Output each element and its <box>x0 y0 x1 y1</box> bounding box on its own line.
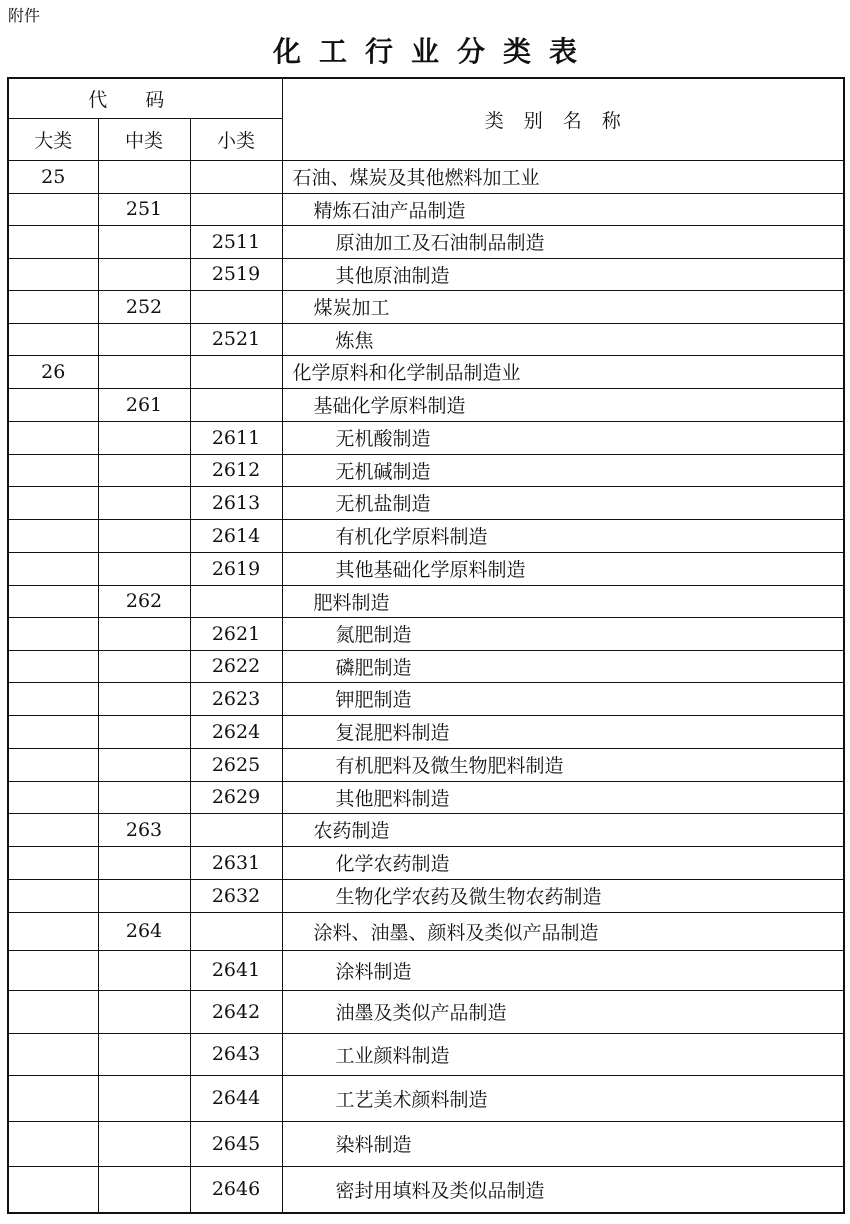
header-middle: 中类 <box>98 118 190 160</box>
table-row <box>8 813 844 846</box>
cell-category-name: 染料制造 <box>282 1121 844 1166</box>
table-row <box>8 1033 844 1075</box>
table-row <box>8 682 844 715</box>
table-row <box>8 519 844 552</box>
cell-minor-code: 2624 <box>190 715 282 748</box>
cell-middle-code <box>98 421 190 454</box>
cell-middle-code <box>98 1121 190 1166</box>
cell-major-code <box>8 585 98 617</box>
cell-major-code <box>8 1033 98 1075</box>
cell-major-code <box>8 193 98 225</box>
table-row <box>8 552 844 585</box>
cell-middle-code: 262 <box>98 585 190 617</box>
cell-middle-code: 263 <box>98 813 190 846</box>
page-title: 化工行业分类表 <box>272 35 595 68</box>
cell-category-name: 钾肥制造 <box>282 682 844 715</box>
cell-minor-code: 2632 <box>190 879 282 912</box>
cell-major-code <box>8 421 98 454</box>
cell-minor-code: 2521 <box>190 323 282 355</box>
table-row <box>8 160 844 193</box>
cell-middle-code <box>98 781 190 813</box>
cell-major-code <box>8 323 98 355</box>
cell-category-name: 基础化学原料制造 <box>282 388 844 421</box>
cell-category-name: 原油加工及石油制品制造 <box>282 225 844 258</box>
cell-minor-code: 2619 <box>190 552 282 585</box>
table-row <box>8 1075 844 1121</box>
cell-middle-code <box>98 950 190 990</box>
cell-major-code <box>8 715 98 748</box>
cell-major-code <box>8 682 98 715</box>
cell-category-name: 肥料制造 <box>282 585 844 617</box>
cell-category-name: 密封用填料及类似品制造 <box>282 1166 844 1213</box>
cell-category-name: 涂料制造 <box>282 950 844 990</box>
cell-major-code <box>8 1075 98 1121</box>
cell-category-name: 磷肥制造 <box>282 650 844 682</box>
cell-middle-code: 251 <box>98 193 190 225</box>
header-category-name: 类别名称 <box>282 78 844 160</box>
cell-minor-code: 2621 <box>190 617 282 650</box>
table-row <box>8 355 844 388</box>
cell-minor-code: 2613 <box>190 486 282 519</box>
cell-minor-code: 2642 <box>190 990 282 1033</box>
table-row <box>8 323 844 355</box>
cell-major-code <box>8 813 98 846</box>
table-row <box>8 585 844 617</box>
cell-middle-code <box>98 486 190 519</box>
cell-category-name: 复混肥料制造 <box>282 715 844 748</box>
cell-major-code <box>8 879 98 912</box>
cell-minor-code <box>190 388 282 421</box>
cell-middle-code <box>98 160 190 193</box>
table-row <box>8 225 844 258</box>
table-row <box>8 290 844 323</box>
cell-major-code: 25 <box>8 160 98 193</box>
cell-category-name: 其他基础化学原料制造 <box>282 552 844 585</box>
table-row <box>8 258 844 290</box>
cell-minor-code: 2612 <box>190 454 282 486</box>
cell-major-code <box>8 258 98 290</box>
cell-minor-code: 2611 <box>190 421 282 454</box>
cell-middle-code: 264 <box>98 912 190 950</box>
cell-major-code <box>8 748 98 781</box>
cell-major-code <box>8 912 98 950</box>
cell-middle-code <box>98 1033 190 1075</box>
cell-category-name: 氮肥制造 <box>282 617 844 650</box>
cell-minor-code: 2623 <box>190 682 282 715</box>
cell-middle-code <box>98 323 190 355</box>
cell-major-code <box>8 454 98 486</box>
cell-minor-code <box>190 813 282 846</box>
classification-table <box>7 77 845 1214</box>
cell-minor-code: 2622 <box>190 650 282 682</box>
cell-middle-code <box>98 225 190 258</box>
cell-minor-code: 2631 <box>190 846 282 879</box>
cell-major-code <box>8 846 98 879</box>
cell-minor-code: 2644 <box>190 1075 282 1121</box>
cell-category-name: 精炼石油产品制造 <box>282 193 844 225</box>
table-row <box>8 1166 844 1213</box>
cell-category-name: 其他肥料制造 <box>282 781 844 813</box>
cell-middle-code <box>98 990 190 1033</box>
cell-category-name: 其他原油制造 <box>282 258 844 290</box>
cell-major-code <box>8 388 98 421</box>
cell-middle-code <box>98 454 190 486</box>
table-row <box>8 193 844 225</box>
cell-major-code <box>8 519 98 552</box>
cell-middle-code <box>98 355 190 388</box>
cell-minor-code <box>190 160 282 193</box>
table-row <box>8 748 844 781</box>
cell-minor-code: 2641 <box>190 950 282 990</box>
cell-major-code: 26 <box>8 355 98 388</box>
cell-category-name: 煤炭加工 <box>282 290 844 323</box>
cell-middle-code <box>98 1166 190 1213</box>
table-row <box>8 650 844 682</box>
cell-category-name: 有机化学原料制造 <box>282 519 844 552</box>
cell-major-code <box>8 617 98 650</box>
table-row <box>8 454 844 486</box>
cell-minor-code: 2643 <box>190 1033 282 1075</box>
table-row <box>8 617 844 650</box>
header-minor: 小类 <box>190 118 282 160</box>
cell-middle-code <box>98 682 190 715</box>
cell-category-name: 生物化学农药及微生物农药制造 <box>282 879 844 912</box>
table-row <box>8 421 844 454</box>
cell-minor-code: 2625 <box>190 748 282 781</box>
table-row <box>8 1121 844 1166</box>
cell-major-code <box>8 650 98 682</box>
cell-category-name: 化学原料和化学制品制造业 <box>282 355 844 388</box>
header-major: 大类 <box>8 118 98 160</box>
cell-minor-code: 2519 <box>190 258 282 290</box>
header-code-group: 代码 <box>8 78 282 118</box>
cell-minor-code: 2645 <box>190 1121 282 1166</box>
cell-major-code <box>8 290 98 323</box>
cell-major-code <box>8 1166 98 1213</box>
cell-middle-code <box>98 519 190 552</box>
cell-category-name: 无机盐制造 <box>282 486 844 519</box>
table-row <box>8 388 844 421</box>
cell-minor-code: 2629 <box>190 781 282 813</box>
cell-minor-code: 2511 <box>190 225 282 258</box>
cell-minor-code <box>190 912 282 950</box>
cell-category-name: 油墨及类似产品制造 <box>282 990 844 1033</box>
table-row <box>8 912 844 950</box>
cell-minor-code <box>190 290 282 323</box>
table-row <box>8 715 844 748</box>
cell-middle-code <box>98 1075 190 1121</box>
cell-category-name: 无机酸制造 <box>282 421 844 454</box>
cell-minor-code <box>190 585 282 617</box>
cell-middle-code <box>98 715 190 748</box>
table-row <box>8 486 844 519</box>
cell-category-name: 有机肥料及微生物肥料制造 <box>282 748 844 781</box>
table-row <box>8 950 844 990</box>
cell-middle-code: 252 <box>98 290 190 323</box>
cell-middle-code <box>98 879 190 912</box>
cell-middle-code <box>98 552 190 585</box>
cell-category-name: 涂料、油墨、颜料及类似产品制造 <box>282 912 844 950</box>
cell-major-code <box>8 552 98 585</box>
cell-category-name: 无机碱制造 <box>282 454 844 486</box>
cell-major-code <box>8 225 98 258</box>
cell-major-code <box>8 950 98 990</box>
cell-middle-code <box>98 650 190 682</box>
cell-major-code <box>8 781 98 813</box>
cell-middle-code <box>98 846 190 879</box>
cell-minor-code <box>190 355 282 388</box>
cell-major-code <box>8 486 98 519</box>
table-row <box>8 879 844 912</box>
cell-minor-code: 2614 <box>190 519 282 552</box>
cell-minor-code: 2646 <box>190 1166 282 1213</box>
cell-major-code <box>8 990 98 1033</box>
table-row <box>8 990 844 1033</box>
cell-minor-code <box>190 193 282 225</box>
cell-middle-code: 261 <box>98 388 190 421</box>
cell-category-name: 石油、煤炭及其他燃料加工业 <box>282 160 844 193</box>
header-row-1 <box>8 78 844 118</box>
cell-middle-code <box>98 258 190 290</box>
cell-category-name: 化学农药制造 <box>282 846 844 879</box>
table-row <box>8 781 844 813</box>
cell-middle-code <box>98 748 190 781</box>
attachment-label: 附件 <box>8 6 41 25</box>
table-row <box>8 846 844 879</box>
cell-major-code <box>8 1121 98 1166</box>
cell-category-name: 工艺美术颜料制造 <box>282 1075 844 1121</box>
cell-category-name: 炼焦 <box>282 323 844 355</box>
cell-category-name: 农药制造 <box>282 813 844 846</box>
cell-middle-code <box>98 617 190 650</box>
cell-category-name: 工业颜料制造 <box>282 1033 844 1075</box>
